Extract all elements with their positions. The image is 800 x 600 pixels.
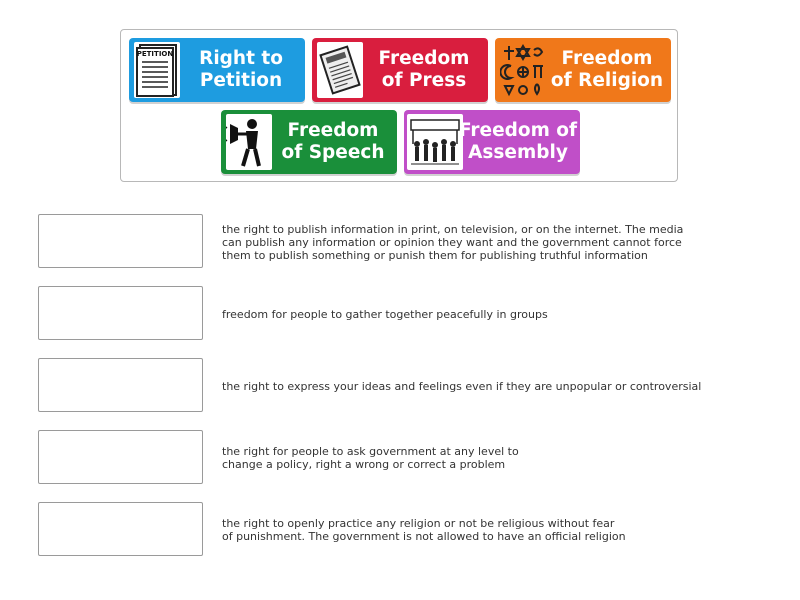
match-row-1 <box>38 214 728 270</box>
match-row-4 <box>38 430 728 486</box>
match-row-5 <box>38 502 728 558</box>
drop-slot-4[interactable] <box>38 430 203 484</box>
description-line: the right to publish information in print, on television, or on the internet. The media <box>222 222 684 236</box>
tile-label-line2: of Press <box>381 70 467 91</box>
description-1 <box>222 214 722 270</box>
drop-slot-2[interactable] <box>38 286 203 340</box>
description-line: them to publish something or punish them for publishing truthful information <box>222 248 648 262</box>
tile-label-line1: Freedom <box>287 120 379 141</box>
match-row-3 <box>38 358 728 414</box>
newspaper-icon <box>317 42 363 98</box>
religious-symbols-icon <box>500 42 546 98</box>
tile-freedom-of-assembly[interactable] <box>404 110 580 174</box>
tile-label-line2: Assembly <box>468 142 568 163</box>
megaphone-speaker-icon <box>226 114 272 170</box>
tile-freedom-of-speech[interactable] <box>221 110 397 174</box>
description-2 <box>222 286 722 342</box>
petition-icon <box>134 42 180 98</box>
tile-right-to-petition[interactable] <box>129 38 305 102</box>
description-line: change a policy, right a wrong or correct a problem <box>222 458 506 471</box>
tile-label-line1: Right to <box>199 48 283 69</box>
description-5 <box>222 502 722 558</box>
description-4 <box>222 430 722 486</box>
tile-label-line1: Freedom <box>561 48 653 69</box>
drop-slot-3[interactable] <box>38 358 203 412</box>
description-line: the right to express your ideas and feelings even if they are unpopular or controversial <box>222 379 702 393</box>
description-line: the right for people to ask government at any level to <box>222 445 519 458</box>
description-line: can publish any information or opinion they want and the government cannot force <box>222 235 682 249</box>
match-row-2 <box>38 286 728 342</box>
tile-label-line2: of Religion <box>550 70 664 91</box>
description-line: of punishment. The government is not allowed to have an official religion <box>222 530 626 543</box>
tile-label-line2: Petition <box>199 70 283 91</box>
tile-label-line1: Freedom <box>378 48 470 69</box>
drop-slot-5[interactable] <box>38 502 203 556</box>
petition-icon-text: PETITION <box>136 50 174 58</box>
answer-bank <box>120 29 678 182</box>
tile-freedom-of-religion[interactable] <box>495 38 671 102</box>
tile-label-line1: Freedom of <box>458 120 578 141</box>
description-line: freedom for people to gather together peacefully in groups <box>222 307 548 321</box>
drop-slot-1[interactable] <box>38 214 203 268</box>
description-line: the right to openly practice any religion or not be religious without fear <box>222 517 615 530</box>
tile-label-line2: of Speech <box>281 142 385 163</box>
description-3 <box>222 358 722 414</box>
crowd-march-icon <box>407 114 463 170</box>
tile-freedom-of-press[interactable] <box>312 38 488 102</box>
